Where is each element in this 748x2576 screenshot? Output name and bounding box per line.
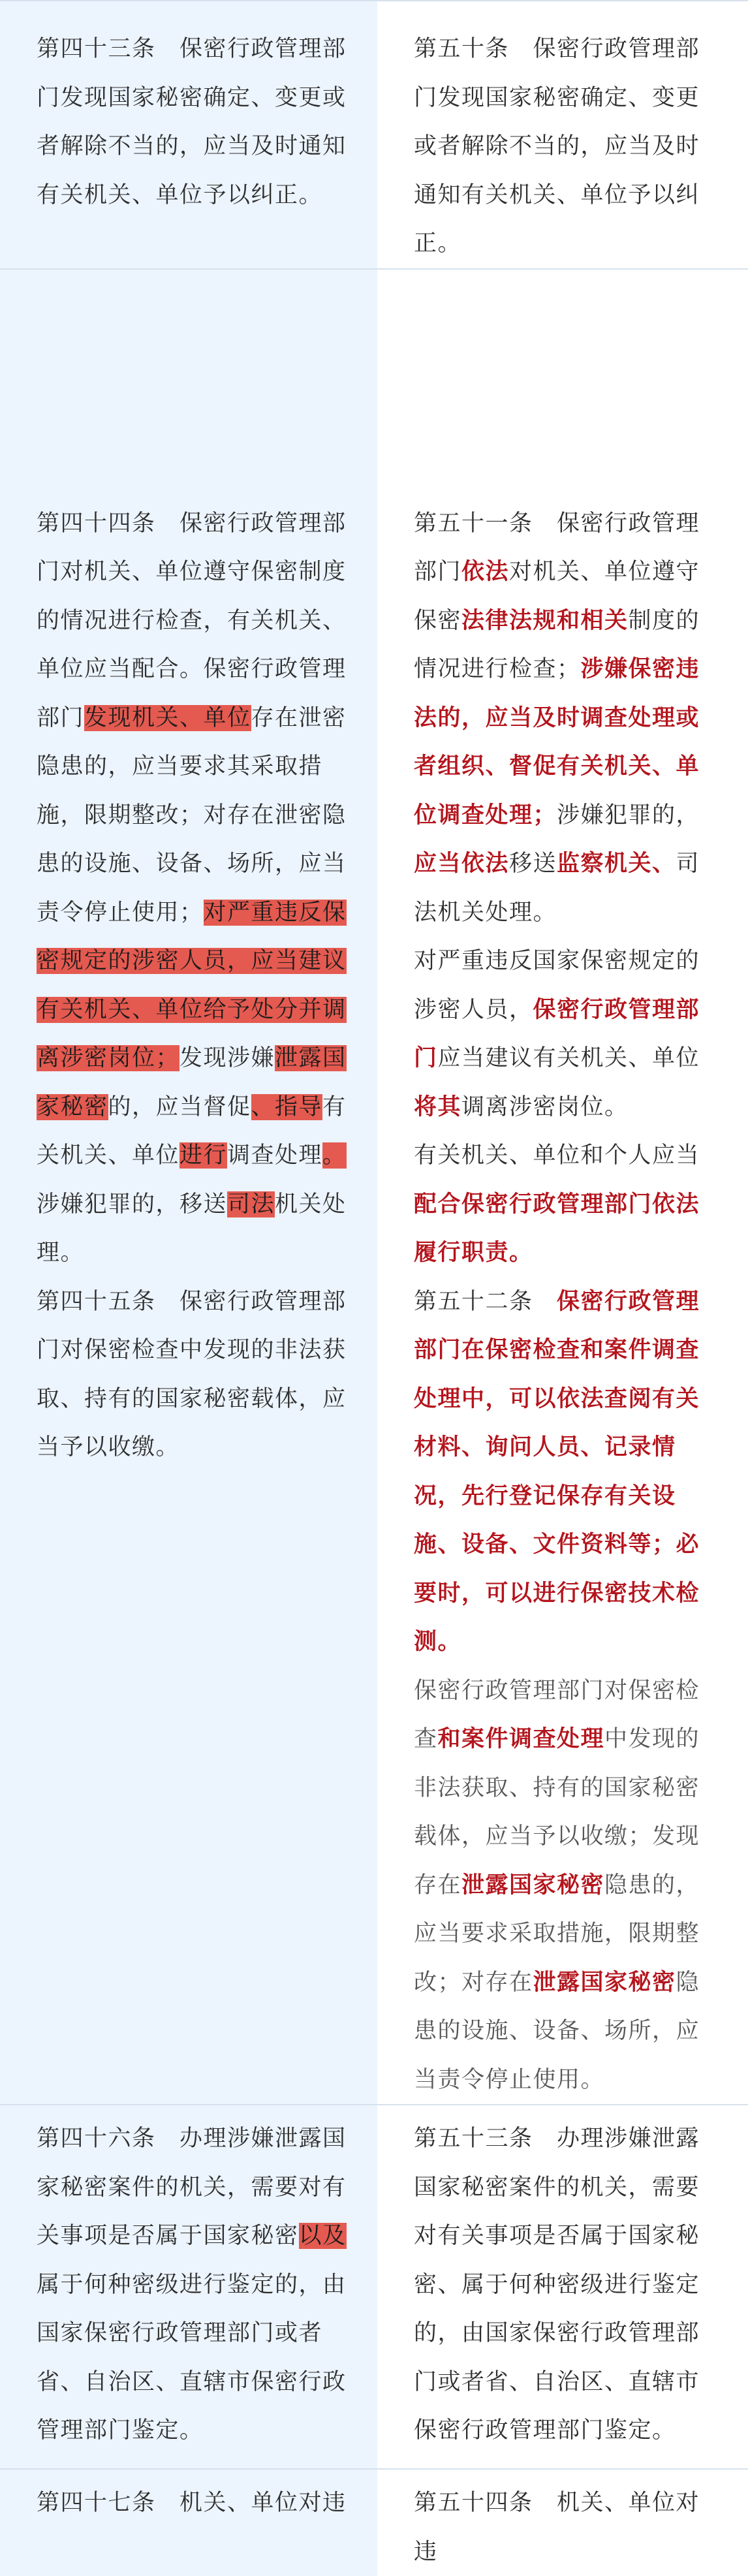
article-paragraph [37,25,347,219]
text-segment: 第四十七条 机关、单位对违 [37,2490,347,2516]
text-segment: 第四十四条 保密行政管理部门对机关、单位遵守保密制度的情况进行检查，有关机关、单位应当配合。保密行政管理部门 [37,510,347,731]
added-text-bold: 监察机关、 [557,850,676,877]
article-paragraph [414,937,718,1131]
text-segment: 第五十四条 机关、单位对违 [414,2490,700,2565]
deleted-text-highlight: 对严重违反保密规定的涉密人员，应当建议有关机关、单位给予处分并调离涉密岗位； [37,899,347,1071]
article-paragraph [414,1278,718,1667]
old-text-cell [0,2105,377,2469]
new-text-cell [377,2105,748,2469]
added-text-bold: 涉嫌保密违法的，应当及时调查处理或者组织、督促有关机关、单位调查处理； [414,655,700,828]
added-text-bold: 将其 [414,1093,462,1120]
article-paragraph [414,1131,718,1278]
old-text-cell [0,2469,377,2576]
old-text-cell [0,1,377,269]
text-segment: 第四十六条 办理涉嫌泄露国家秘密案件的机关，需要对有关事项是否属于国家秘密 [37,2126,347,2249]
deleted-text-highlight: 以及 [298,2223,347,2249]
deleted-text-highlight: 进行 [179,1142,228,1169]
text-segment: 机关处理。 [37,1191,347,1266]
text-segment: 调查处理 [227,1142,323,1169]
text-segment: 的，应当督促 [108,1093,251,1120]
article-paragraph [414,499,718,937]
text-segment: 第五十三条 办理涉嫌泄露国家秘密案件的机关，需要对有关事项是否属于国家秘密、属于何种密级进行鉴定的，由国家保密行政管理部门或者省、自治区、直辖市保密行政管理部门鉴定。 [414,2126,700,2443]
text-segment: 应当建议有关机关、单位 [437,1045,700,1071]
text-segment: 第四十五条 保密行政管理部门对保密检查中发现的非法获取、持有的国家秘密载体，应当予以收缴。 [37,1288,347,1460]
text-segment: 属于何种密级进行鉴定的，由国家保密行政管理部门或者省、自治区、直辖市保密行政管理部门鉴定。 [37,2271,347,2443]
added-text-bold: 配合保密行政管理部门依法履行职责。 [414,1190,700,1266]
deleted-text-highlight: 司法 [227,1191,275,1217]
new-text-cell [377,269,748,2105]
deleted-text-highlight: 发现机关、单位 [84,704,251,731]
added-text-bold: 保密行政管理部门 [414,996,700,1071]
article-paragraph [37,1278,347,1472]
table-row [0,269,748,2105]
text-segment: 有关机关、单位和个人应当 [414,1142,700,1169]
deleted-text-highlight: 泄露国家秘密 [37,1045,347,1120]
article-paragraph [414,1667,718,2105]
table-row [0,2469,748,2576]
text-segment: 涉嫌犯罪的， [557,802,700,828]
text-segment: 第五十二条 [414,1288,557,1315]
added-text-bold: 泄露国家秘密 [461,1871,605,1898]
deleted-text-highlight: 、指导 [251,1093,323,1120]
article-paragraph [414,25,718,268]
added-text-bold: 保密行政管理部门在保密检查和案件调查处理中，可以依法查阅有关材料、询问人员、记录情况，先行登记保存有关设施、设备、文件资料等；必要时，可以进行保密技术检测。 [414,1287,700,1655]
article-paragraph [414,2479,718,2576]
text-segment: 对严重违反国家保密规定的涉密人员， [414,948,700,1023]
new-text-cell [377,2469,748,2576]
text-segment: 第五十一条 保密行政管理部门 [414,510,700,585]
table-row [0,1,748,269]
text-segment: 司法机关处理。 [414,851,700,926]
text-segment: 发现涉嫌 [179,1045,275,1071]
text-segment: 第五十条 保密行政管理部门发现国家秘密确定、变更或者解除不当的，应当及时通知有关机关、单位予以纠正。 [414,36,700,257]
text-segment: 移送 [509,851,557,877]
article-paragraph [37,2114,347,2455]
new-text-cell [377,1,748,269]
text-segment: 制度的情况进行检查； [414,607,700,682]
article-paragraph [37,499,347,1278]
text-segment: 存在泄密隐患的，应当要求其采取措施，限期整改；对存在泄密隐患的设施、设备、场所，应当责令停止使用； [37,704,347,926]
table-row [0,2105,748,2469]
text-segment: 中发现的非法获取、持有的国家秘密载体，应当予以收缴；发现存在 [414,1726,700,1898]
added-text-bold: 依法 [461,558,510,585]
added-text-bold: 应当依法 [414,850,510,877]
added-text-bold: 法律法规和相关 [461,606,629,634]
article-paragraph [37,2479,347,2528]
text-segment: 调离涉密岗位。 [461,1093,629,1120]
text-segment: 对机关、单位遵守保密 [414,559,700,634]
text-segment: 涉嫌犯罪的，移送 [37,1191,228,1217]
added-text-bold: 和案件调查处理 [437,1725,605,1752]
text-segment: 第四十三条 保密行政管理部门发现国家秘密确定、变更或者解除不当的，应当及时通知有关机关、单位予以纠正。 [37,36,347,208]
text-segment: 保密行政管理部门对保密检查 [414,1677,700,1752]
text-segment: 隐患的，应当要求采取措施，限期整改；对存在 [414,1872,700,1996]
added-text-bold: 泄露国家秘密 [533,1968,676,1996]
text-segment: 隐患的设施、设备、场所，应当责令停止使用。 [414,1969,700,2093]
article-paragraph [414,2114,718,2455]
text-segment: 有关机关、单位 [37,1093,347,1169]
deleted-text-highlight: 。 [322,1142,347,1169]
old-text-cell [0,269,377,2105]
